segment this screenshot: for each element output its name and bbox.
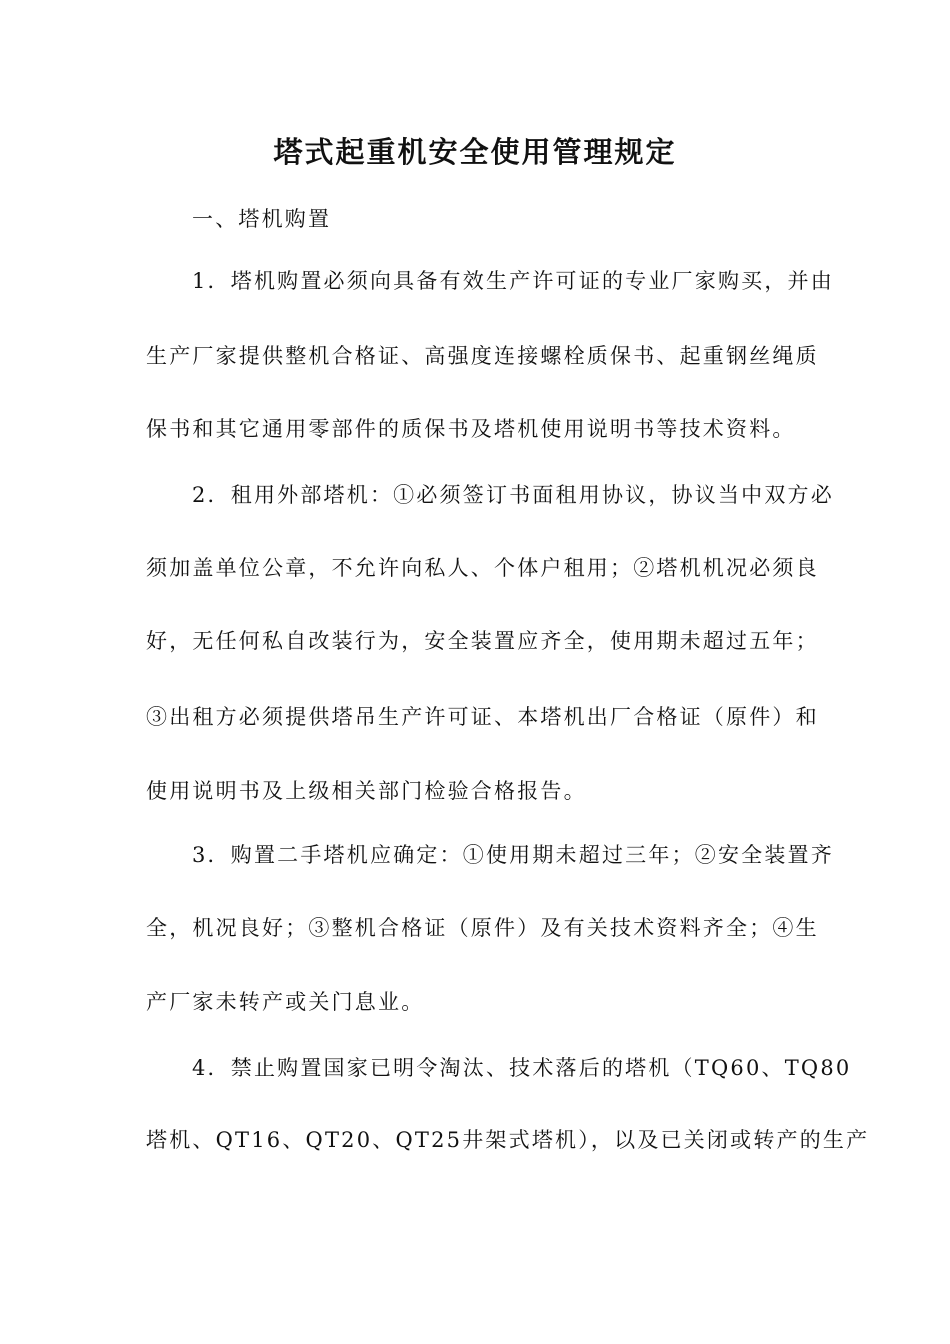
- paragraph-line: 全，机况良好；③整机合格证（原件）及有关技术资料齐全；④生: [146, 916, 819, 940]
- document-title: 塔式起重机安全使用管理规定: [273, 135, 677, 169]
- paragraph-line: 3．购置二手塔机应确定：①使用期未超过三年；②安全装置齐: [192, 843, 834, 867]
- section-heading: 一、塔机购置: [192, 207, 332, 231]
- paragraph-line: 使用说明书及上级相关部门检验合格报告。: [146, 779, 587, 803]
- paragraph-line: 好，无任何私自改装行为，安全装置应齐全，使用期未超过五年；: [146, 629, 819, 653]
- paragraph-line: 2．租用外部塔机：①必须签订书面租用协议，协议当中双方必: [192, 483, 834, 507]
- paragraph-line: 塔机、QT16、QT20、QT25井架式塔机），以及已关闭或转产的生产: [146, 1128, 870, 1152]
- paragraph-line: 须加盖单位公章，不允许向私人、个体户租用；②塔机机况必须良: [146, 556, 819, 580]
- paragraph-line: 生产厂家提供整机合格证、高强度连接螺栓质保书、起重钢丝绳质: [146, 344, 819, 368]
- paragraph-line: 1．塔机购置必须向具备有效生产许可证的专业厂家购买，并由: [192, 269, 834, 293]
- paragraph-line: 产厂家未转产或关门息业。: [146, 990, 425, 1014]
- paragraph-line: 4．禁止购置国家已明令淘汰、技术落后的塔机（TQ60、TQ80: [192, 1056, 852, 1080]
- paragraph-line: 保书和其它通用零部件的质保书及塔机使用说明书等技术资料。: [146, 417, 796, 441]
- paragraph-line: ③出租方必须提供塔吊生产许可证、本塔机出厂合格证（原件）和: [146, 705, 819, 729]
